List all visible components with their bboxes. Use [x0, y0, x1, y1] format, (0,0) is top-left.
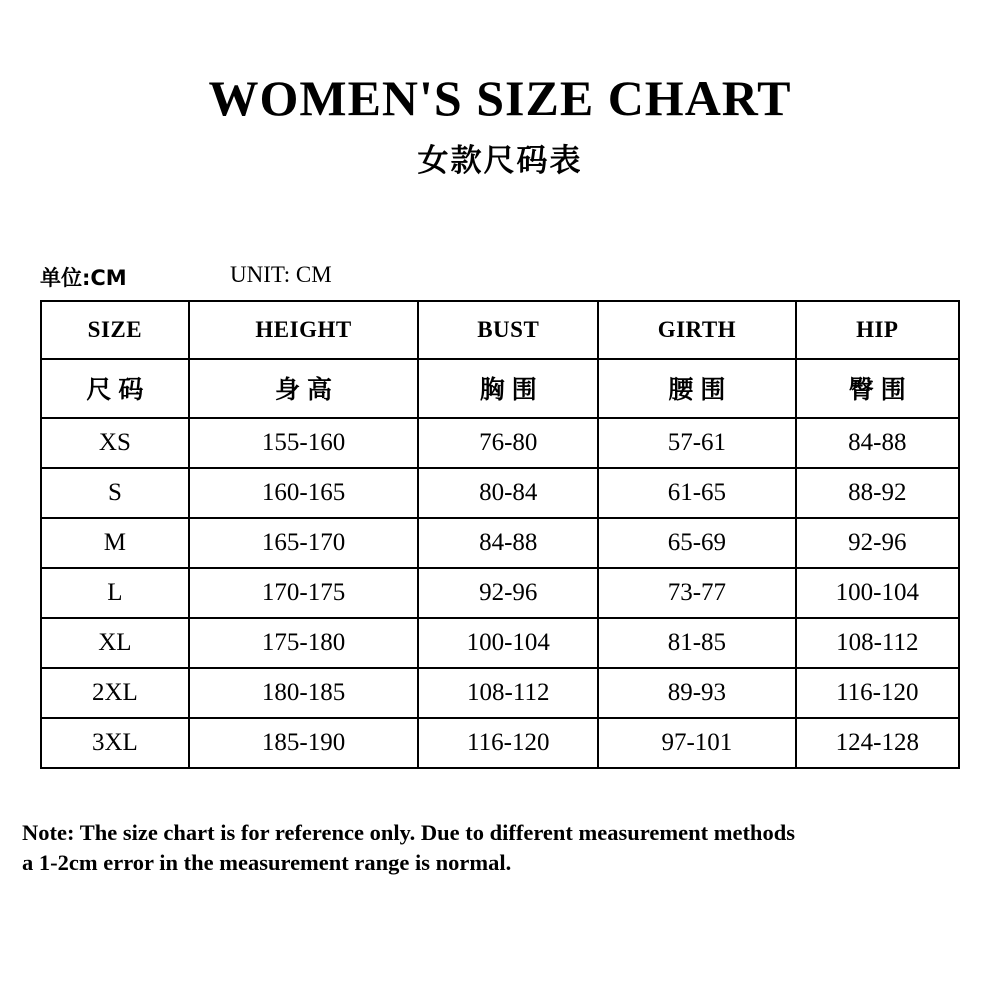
cell-girth: 81-85	[598, 618, 795, 668]
note-block	[22, 818, 982, 879]
cell-hip: 100-104	[796, 568, 959, 618]
header-hip: HIP	[796, 301, 959, 359]
unit-label-english: UNIT: CM	[230, 261, 332, 287]
cell-girth: 89-93	[598, 668, 795, 718]
title-block	[0, 0, 1000, 180]
header-bust-chinese: 胸围	[418, 359, 598, 418]
cell-hip: 108-112	[796, 618, 959, 668]
cell-hip: 88-92	[796, 468, 959, 518]
cell-girth: 65-69	[598, 518, 795, 568]
unit-row	[40, 262, 960, 292]
cell-height: 160-165	[189, 468, 419, 518]
cell-size: M	[41, 518, 189, 568]
cell-hip: 92-96	[796, 518, 959, 568]
cell-girth: 97-101	[598, 718, 795, 768]
cell-hip: 124-128	[796, 718, 959, 768]
cell-height: 175-180	[189, 618, 419, 668]
cell-bust: 92-96	[418, 568, 598, 618]
cell-bust: 100-104	[418, 618, 598, 668]
table-header-row-chinese	[41, 359, 959, 418]
note-line-1: Note: The size chart is for reference only. Due to different measurement methods	[22, 820, 795, 845]
cell-height: 165-170	[189, 518, 419, 568]
table-header-row-english	[41, 301, 959, 359]
cell-bust: 108-112	[418, 668, 598, 718]
header-girth-chinese: 腰围	[598, 359, 795, 418]
table-row	[41, 668, 959, 718]
cell-height: 185-190	[189, 718, 419, 768]
cell-size: L	[41, 568, 189, 618]
page-title: WOMEN'S SIZE CHART	[208, 70, 792, 126]
header-hip-chinese: 臀围	[796, 359, 959, 418]
header-size: SIZE	[41, 301, 189, 359]
cell-height: 180-185	[189, 668, 419, 718]
header-height-chinese: 身高	[189, 359, 419, 418]
cell-girth: 61-65	[598, 468, 795, 518]
table-row	[41, 618, 959, 668]
cell-size: XS	[41, 418, 189, 468]
cell-size: S	[41, 468, 189, 518]
unit-label-chinese: 单位:CM	[40, 265, 127, 290]
cell-girth: 57-61	[598, 418, 795, 468]
table-row	[41, 518, 959, 568]
cell-height: 170-175	[189, 568, 419, 618]
header-girth: GIRTH	[598, 301, 795, 359]
table-row	[41, 468, 959, 518]
table-row	[41, 718, 959, 768]
cell-bust: 84-88	[418, 518, 598, 568]
note-line-2: a 1-2cm error in the measurement range is normal.	[22, 850, 512, 876]
cell-hip: 116-120	[796, 668, 959, 718]
table-row	[41, 568, 959, 618]
table-row	[41, 418, 959, 468]
header-height: HEIGHT	[189, 301, 419, 359]
size-chart-table	[40, 300, 960, 769]
cell-hip: 84-88	[796, 418, 959, 468]
cell-size: 2XL	[41, 668, 189, 718]
header-bust: BUST	[418, 301, 598, 359]
cell-bust: 76-80	[418, 418, 598, 468]
page-subtitle-chinese: 女款尺码表	[417, 142, 583, 179]
cell-size: 3XL	[41, 718, 189, 768]
header-size-chinese: 尺码	[41, 359, 189, 418]
cell-height: 155-160	[189, 418, 419, 468]
cell-bust: 80-84	[418, 468, 598, 518]
cell-size: XL	[41, 618, 189, 668]
cell-girth: 73-77	[598, 568, 795, 618]
cell-bust: 116-120	[418, 718, 598, 768]
